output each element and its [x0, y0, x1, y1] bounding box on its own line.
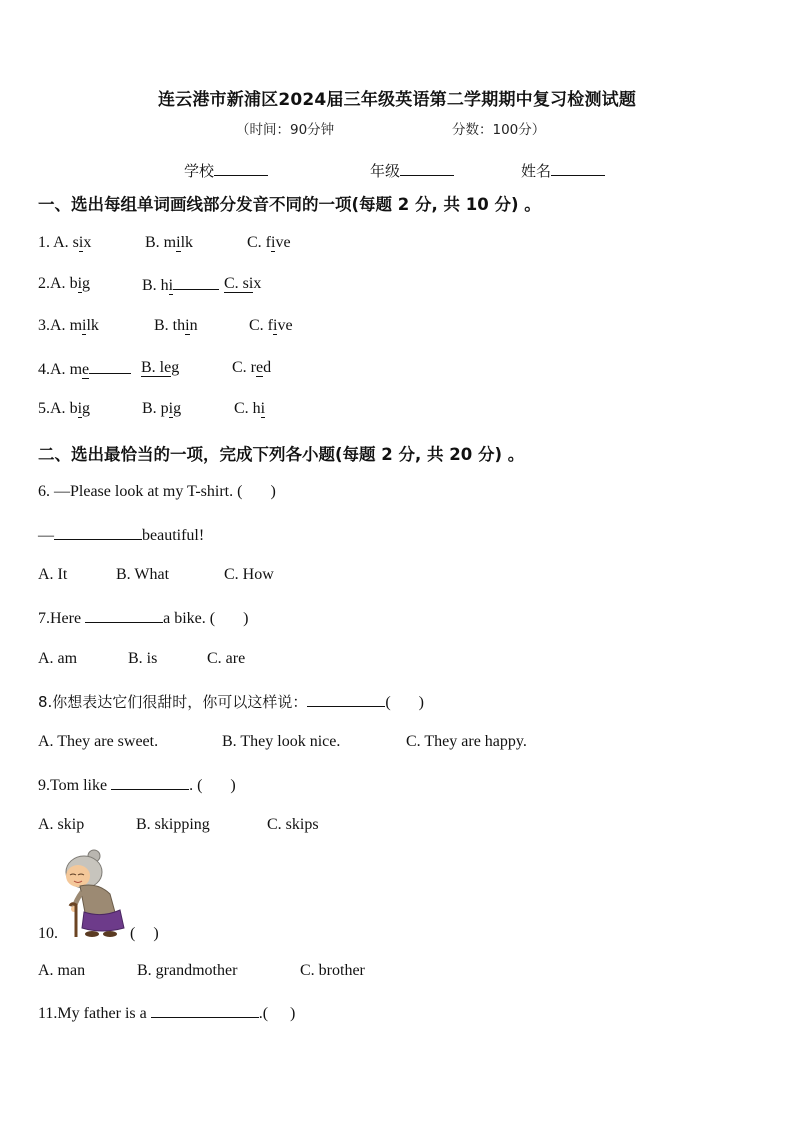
q2-num: 2.A.	[38, 275, 70, 292]
question-6: 6. —Please look at my T-shirt. ( )	[38, 483, 276, 500]
q1-option-c[interactable]: C. five	[247, 234, 291, 251]
q10-paren: ( )	[130, 925, 159, 942]
q8-option-c[interactable]: C. They are happy.	[406, 733, 527, 750]
q10-option-c[interactable]: C. brother	[300, 962, 365, 979]
q8-option-b[interactable]: B. They look nice.	[222, 733, 341, 750]
q7-option-a[interactable]: A. am	[38, 650, 78, 667]
q3-option-b[interactable]: B. thin	[154, 317, 198, 334]
q4-option-c[interactable]: C. red	[232, 359, 272, 376]
q9-option-a[interactable]: A. skip	[38, 816, 85, 833]
q6-reply-blank[interactable]	[54, 525, 142, 540]
q2-option-c[interactable]: C. six	[224, 275, 262, 292]
q6-option-c[interactable]: C. How	[224, 566, 274, 583]
q1-num: 1. A.	[38, 234, 73, 251]
name-field	[521, 160, 605, 181]
question-11: 11.My father is a .( )	[38, 1005, 296, 1022]
name-blank[interactable]	[551, 161, 605, 176]
question-9: 9.Tom like . ( )	[38, 777, 236, 794]
q7-option-c[interactable]: C. are	[207, 650, 246, 667]
question-1: 1. A. six	[38, 234, 92, 251]
q6-reply: — beautiful!	[38, 527, 205, 544]
q11-blank[interactable]	[151, 1003, 259, 1018]
question-4: 4.A. me	[38, 359, 131, 379]
section1-heading: 一、选出每组单词画线部分发音不同的一项(每题 2 分, 共 10 分) 。	[38, 195, 541, 214]
section2-heading: 二、选出最恰当的一项，完成下列各小题(每题 2 分, 共 20 分) 。	[38, 445, 525, 464]
q2-option-b[interactable]: B. hi	[142, 275, 219, 295]
school-blank[interactable]	[214, 161, 268, 176]
q9-option-c[interactable]: C. skips	[267, 816, 319, 833]
q7-blank[interactable]	[85, 608, 163, 623]
q8-option-a[interactable]: A. They are sweet.	[38, 733, 159, 750]
q5-option-b[interactable]: B. pig	[142, 400, 182, 417]
q5-option-c[interactable]: C. hi	[234, 400, 266, 417]
page-title: 连云港市新浦区2024届三年级英语第二学期期中复习检测试题	[157, 90, 637, 110]
question-8: 8.你想表达它们很甜时，你可以这样说： ( )	[38, 693, 424, 711]
q7-option-b[interactable]: B. is	[128, 650, 158, 667]
grade-label: 年级	[370, 162, 401, 180]
q10-option-a[interactable]: A. man	[38, 962, 86, 979]
school-label: 学校	[184, 162, 215, 180]
q6-option-a[interactable]: A. It	[38, 566, 68, 583]
question-5: 5.A. big	[38, 400, 91, 417]
question-7: 7.Here a bike. ( )	[38, 610, 249, 627]
q10-option-b[interactable]: B. grandmother	[137, 962, 238, 979]
question-3: 3.A. milk	[38, 317, 99, 334]
name-label: 姓名	[521, 162, 552, 180]
question-2: 2.A. big	[38, 275, 91, 292]
grade-field	[370, 160, 454, 181]
grade-blank[interactable]	[400, 161, 454, 176]
q3-num: 3.A.	[38, 317, 70, 334]
q8-blank[interactable]	[307, 692, 385, 707]
q6-stem: 6. —Please look at my T-shirt. (	[38, 483, 243, 500]
q8-stem: 8.你想表达它们很甜时，你可以这样说：	[38, 693, 308, 711]
q1-option-b[interactable]: B. milk	[145, 234, 194, 251]
q9-option-b[interactable]: B. skipping	[136, 816, 210, 833]
q4-option-b[interactable]: B. leg	[141, 359, 180, 376]
score-info: 分数：100分）	[452, 122, 546, 138]
question-10-num: 10.	[38, 925, 58, 942]
q5-num: 5.A.	[38, 400, 70, 417]
q3-option-c[interactable]: C. five	[249, 317, 293, 334]
grandmother-image	[58, 848, 130, 940]
q6-option-b[interactable]: B. What	[116, 566, 170, 583]
school-field	[184, 160, 268, 181]
q4-num: 4.A.	[38, 361, 70, 378]
q9-blank[interactable]	[111, 775, 189, 790]
time-info: （时间：90分钟	[236, 122, 335, 138]
